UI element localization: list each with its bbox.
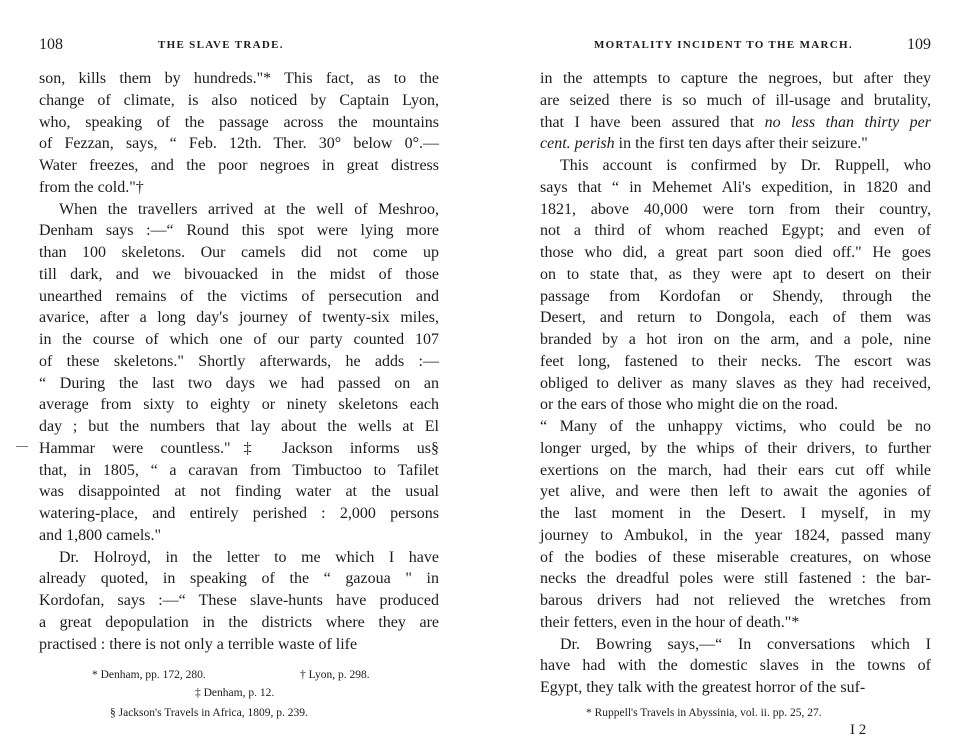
margin-mark (16, 446, 28, 447)
right-page-number: 109 (907, 36, 931, 53)
text-line: longer urged, by the whips of their drivers, to further (540, 439, 931, 457)
text-line: Dr. Holroyd, in the letter to me which I have (59, 548, 439, 566)
text-line: are seized there is so much of ill-usage and brutality, (540, 91, 931, 109)
text-line: change of climate, is also noticed by Captain Lyon, (39, 91, 439, 109)
text-line: in the course of which one of our party counted 107 (39, 331, 439, 348)
text-line: son, kills them by hundreds."* This fact, as to the (39, 70, 439, 87)
text-line: and 1,800 camels." (39, 526, 162, 544)
left-page-text (39, 68, 439, 655)
text-line: When the travellers arrived at the well of Meshroo, (59, 200, 439, 218)
text-line: than 100 skeletons. Our camels did not come up (39, 244, 439, 261)
text-line: says that “ in Mehemet Ali's expedition, in 1820 and (540, 178, 931, 196)
text-line: of the bodies of these miserable creatures, on whose (540, 548, 931, 566)
text-line: barous drivers had not relieved the wretches from (540, 592, 931, 609)
text-line: Hammar were countless."‡ Jackson informs us§ (39, 439, 439, 457)
footnote: * Denham, pp. 172, 280. (92, 669, 206, 681)
text-line: not a third of whom reached Egypt; and even of (540, 222, 931, 240)
text-line: on to state that, as they were apt to desert on their (540, 265, 931, 283)
text-line: Desert, and return to Dongola, each of them was (540, 309, 931, 327)
left-page-number: 108 (39, 36, 63, 53)
text-line: feet long, fastened to their necks. The escort was (540, 352, 931, 370)
text-line: practised : there is not only a terrible waste of life (39, 635, 358, 653)
left-running-head: THE SLAVE TRADE. (158, 39, 284, 51)
text-line: a great depopulation in the districts where they are (39, 613, 439, 631)
right-running-head: MORTALITY INCIDENT TO THE MARCH. (594, 39, 853, 51)
text-line: Water freezes, and the poor negroes in great distress (39, 157, 439, 174)
footnote: * Ruppell's Travels in Abyssinia, vol. ii. pp. 25, 27. (586, 707, 822, 719)
text-line: Dr. Bowring says,—“ In conversations which I (560, 635, 931, 653)
signature-mark: I 2 (850, 722, 867, 738)
right-page (490, 0, 980, 752)
text-line: 1821, above 40,000 were torn from their country, (540, 200, 931, 218)
text-line: cent. perish in the first ten days after their seizure." (540, 135, 868, 153)
text-line: till dark, and we bivouacked in the midst of those (39, 265, 439, 283)
text-line: necks the dreadful poles were still fastened : the bar- (540, 570, 931, 588)
text-line: Denham says :—“ Round this spot were lying more (39, 222, 439, 240)
footnote: † Lyon, p. 298. (300, 669, 370, 681)
text-line: This account is confirmed by Dr. Ruppell, who (560, 157, 931, 174)
text-line: those who did, a great part soon died off." He goes (540, 244, 931, 261)
footnote: § Jackson's Travels in Africa, 1809, p. 239. (110, 707, 308, 719)
text-line: in the attempts to capture the negroes, but after they (540, 70, 931, 87)
text-line: already quoted, in speaking of the “ gazoua " in (39, 570, 439, 588)
text-line: from the cold."† (39, 178, 144, 196)
text-line: “ Many of the unhappy victims, who could be no (540, 418, 931, 435)
text-line: passage from Kordofan or Shendy, through the (540, 287, 931, 305)
text-line: unearthed remains of the victims of persecution and (39, 287, 439, 305)
text-line: have had with the domestic slaves in the towns of (540, 657, 931, 675)
text-line: exertions on the march, had their ears cut off while (540, 461, 931, 479)
text-line: obliged to deliver as many slaves as they had received, (540, 374, 931, 392)
text-line: branded by a hot iron on the arm, and a pole, nine (540, 331, 931, 348)
text-line: journey to Ambukol, in the year 1824, passed many (540, 526, 931, 544)
text-line: that, in 1805, “ a caravan from Timbuctoo to Tafilet (39, 461, 439, 479)
text-line: of Fezzan, says, “ Feb. 12th. Ther. 30° below 0°.— (39, 135, 439, 153)
text-line: the last moment in the Desert. I myself, in my (540, 505, 931, 522)
footnote: ‡ Denham, p. 12. (195, 687, 275, 699)
text-line: Egypt, they talk with the greatest horror of the suf- (540, 679, 866, 696)
text-line: who, speaking of the passage across the mountains (39, 113, 439, 131)
text-line: Kordofan, says :—“ These slave-hunts have produced (39, 592, 439, 609)
text-line: average from sixty to eighty or ninety skeletons each (39, 396, 439, 414)
right-page-text (540, 68, 931, 699)
text-line: that I have been assured that no less than thirty per (540, 113, 932, 131)
text-line: or the ears of those who might die on the road. (540, 396, 839, 414)
text-line: avarice, after a long day's journey of twenty-six miles, (39, 309, 439, 327)
text-line: their fetters, even in the hour of death."* (540, 613, 800, 631)
text-line: watering-place, and entirely perished : 2,000 persons (39, 505, 439, 522)
text-line: was disappointed at not finding water at the usual (39, 483, 439, 501)
text-line: “ During the last two days we had passed on an (39, 374, 439, 392)
text-line: day ; but the numbers that lay about the wells at El (39, 418, 439, 435)
text-line: of these skeletons." Shortly afterwards, he adds :— (39, 352, 439, 370)
text-line: yet alive, and were then left to await the agonies of (540, 483, 931, 501)
